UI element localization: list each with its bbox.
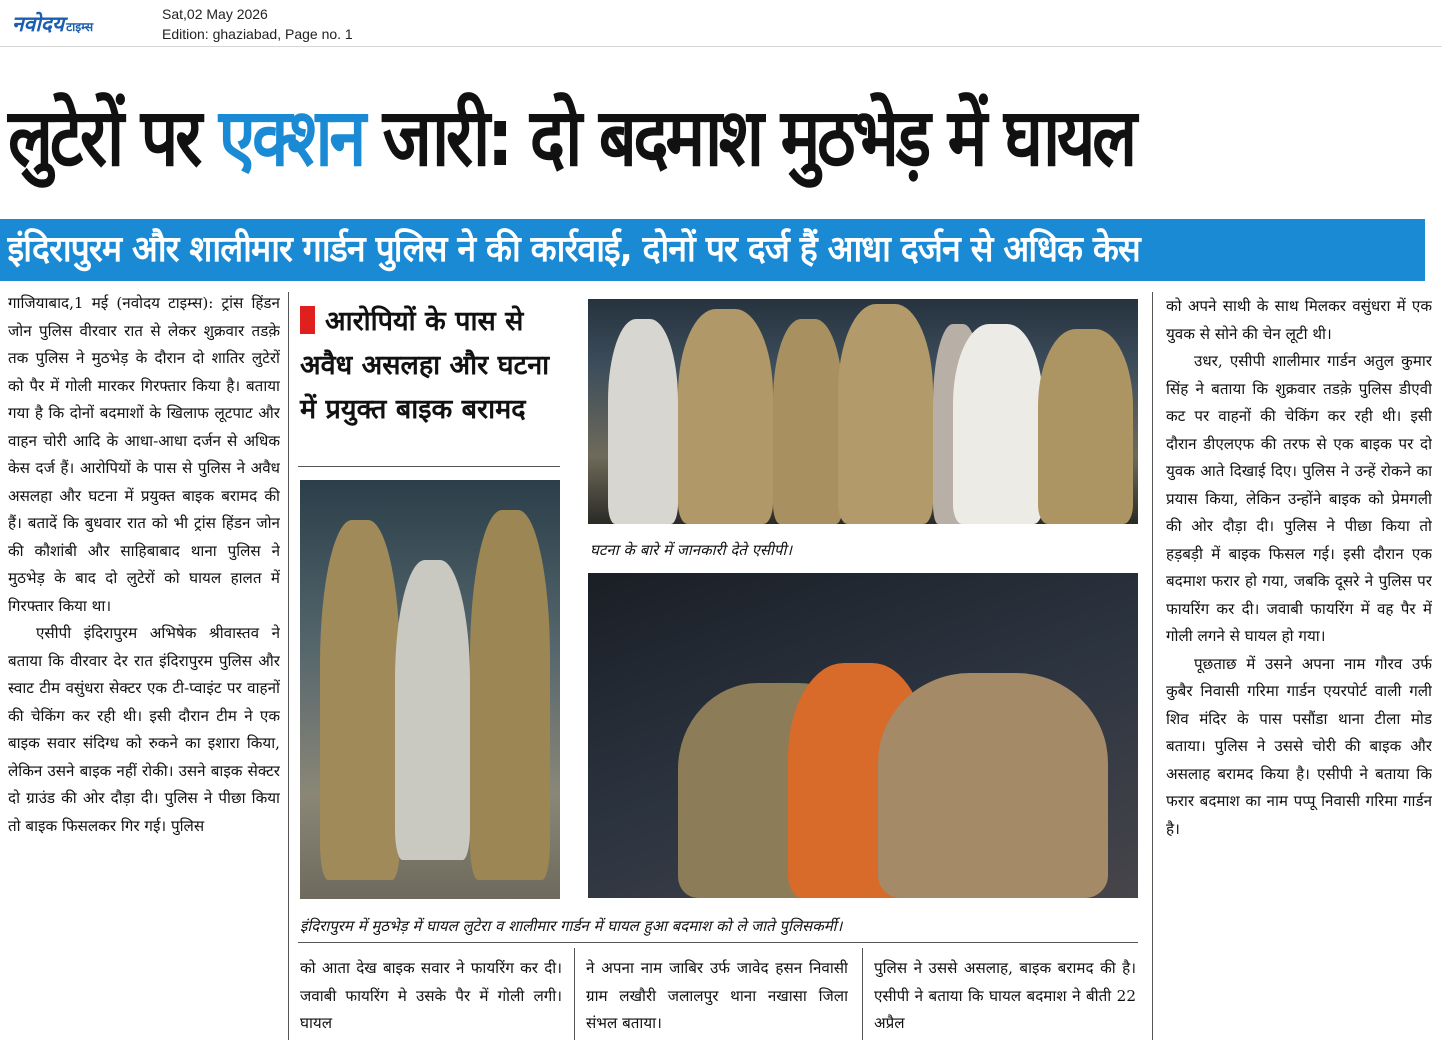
column1-paragraph-2: एसीपी इंदिरापुरम अभिषेक श्रीवास्तव ने बताया कि वीरवार देर रात इंदिरापुरम पुलिस और स्वाट टीम वसुंधरा सेक्टर एक टी-प्वाइंट पर वाहनों की चेकिंग कर रही थी। इसी दौरान टीम ने एक बाइक सवार संदिग्ध को रुकने का इशारा किया, लेकिन उसने बाइक नहीं रोकी। उसने बाइक सेक्टर दो ग्राउंड की ओर दौड़ा दी। पुलिस ने पीछा किया तो बाइक फिसलकर गिर गई। पुलिस (8, 624, 280, 835)
edition-info: Edition: ghaziabad, Page no. 1 (162, 26, 353, 42)
photo-figure-police (678, 309, 773, 524)
photo-figure-police (320, 520, 400, 880)
column5-paragraph-3: पूछताछ में उसने अपना नाम गौरव उर्फ कुबैर निवासी गरिमा गार्डन एयरपोर्ट वाली गली शिव मंदिर के पास पसौंडा थाना टीला मोड बताया। पुलिस ने उससे चोरी की बाइक और असलाह बरामद किया है। एसीपी ने बताया कि फरार बदमाश का नाम पप्पू निवासी गरिमा गार्डन है। (1166, 654, 1432, 838)
photo-caption-bottom: इंदिरापुरम में मुठभेड़ में घायल लुटेरा व शालीमार गार्डन में घायल हुआ बदमाश को ले जाते पुलिसकर्मी। (300, 917, 843, 935)
photo-figure-police (470, 510, 550, 880)
photo-figure-person (953, 324, 1043, 524)
photo-figure-police (878, 673, 1108, 898)
column5-paragraph-2: उधर, एसीपी शालीमार गार्डन अतुल कुमार सिंह ने बताया कि शुक्रवार तडक़े पुलिस डीएवी कट पर वाहनों की चेकिंग कर रही थी। इसी दौरान डीएलएफ की तरफ से एक बाइक पर दो युवक आते दिखाई दिए। पुलिस ने उन्हें रोकने का प्रयास किया, लेकिन उन्होंने बाइक को प्रेमगली की ओर दौड़ा दी। पुलिस ने पीछा किया तो हड़बड़ी में बाइक फिसल गई। इसी दौरान एक बदमाश फरार हो गया, जबकि दूसरे ने पुलिस पर फायरिंग कर दी। जवाबी फायरिंग में वह पैर में गोली लगने से घायल हो गया। (1166, 352, 1432, 645)
column-divider (574, 948, 575, 1040)
article-column-4: पुलिस ने उससे असलाह, बाइक बरामद की है। एसीपी ने बताया कि घायल बदमाश ने बीती 22 अप्रैल (874, 959, 1136, 1032)
edition-meta (162, 4, 353, 44)
issue-date: Sat,02 May 2026 (162, 6, 268, 22)
shalimar-garden-photo[interactable] (588, 573, 1138, 898)
headline-part1: लुटेरों पर (8, 91, 219, 184)
headline-highlight: एक्शन (218, 91, 363, 184)
pull-quote-text: आरोपियों के पास से अवैध असलहा और घटना में प्रयुक्त बाइक बरामद (300, 306, 550, 425)
column-divider (1152, 292, 1153, 1040)
article-column-5 (1166, 293, 1432, 1043)
photo-figure-police (773, 319, 843, 524)
photo-caption-top: घटना के बारे में जानकारी देते एसीपी। (590, 541, 793, 559)
column-divider (862, 948, 863, 1040)
pull-quote-rule (298, 466, 560, 467)
article-column-2: को आता देख बाइक सवार ने फायरिंग कर दी। जवाबी फायरिंग मे उसके पैर में गोली लगी। घायल (300, 959, 562, 1032)
headline-part2: जारी: दो बदमाश मुठभेड़ में घायल (362, 91, 1134, 184)
subheadline-banner (0, 219, 1425, 281)
pull-quote (300, 300, 562, 432)
red-marker (300, 306, 315, 334)
main-headline (8, 78, 1192, 198)
newspaper-logo[interactable] (12, 10, 93, 38)
encounter-injured-photo[interactable] (300, 480, 560, 899)
caption-rule (298, 942, 1138, 943)
photo-figure-injured (395, 560, 470, 860)
column5-paragraph-1: को अपने साथी के साथ मिलकर वसुंधरा में एक युवक से सोने की चेन लूटी थी। (1166, 297, 1432, 343)
article-column-1 (8, 290, 280, 1040)
column1-paragraph-1: गाजियाबाद,1 मई (नवोदय टाइम्स): ट्रांस हिंडन जोन पुलिस वीरवार रात से लेकर शुक्रवार तडक़े तक पुलिस ने मुठभेड़ के दौरान दो शातिर लुटेरों को पैर में गोली मारकर गिरफ्तार किया है। बताया गया है कि दोनों बदमाशों के खिलाफ लूटपाट और वाहन चोरी आदि के आधा-आधा दर्जन से अधिक केस दर्ज हैं। आरोपियों के पास से पुलिस ने अवैध असलहा और घटना में प्रयुक्त बाइक बरामद की हैं। बतादें कि बुधवार रात को भी ट्रांस हिंडन जोन की कौशांबी और साहिबाबाद थाना पुलिस ने मुठभेड़ के बाद दो लुटेरों को घायल हालत में गिरफ्तार किया था। (8, 294, 280, 615)
photo-figure-person (608, 319, 678, 524)
photo-figure-police (838, 304, 933, 524)
masthead-bar (0, 0, 1442, 47)
photo-figure-police (1038, 329, 1133, 524)
subheadline-text: इंदिरापुरम और शालीमार गार्डन पुलिस ने की कार्रवाई, दोनों पर दर्ज हैं आधा दर्जन से अधिक केस (7, 229, 1140, 270)
logo-sub-text: टाइम्स (66, 20, 94, 34)
acp-briefing-photo[interactable] (588, 299, 1138, 524)
column-divider (288, 292, 289, 1040)
article-column-3: ने अपना नाम जाबिर उर्फ जावेद हसन निवासी ग्राम लखौरी जलालपुर थाना नखासा जिला संभल बताया। (586, 959, 848, 1032)
logo-main-text: नवोदय (12, 12, 65, 36)
